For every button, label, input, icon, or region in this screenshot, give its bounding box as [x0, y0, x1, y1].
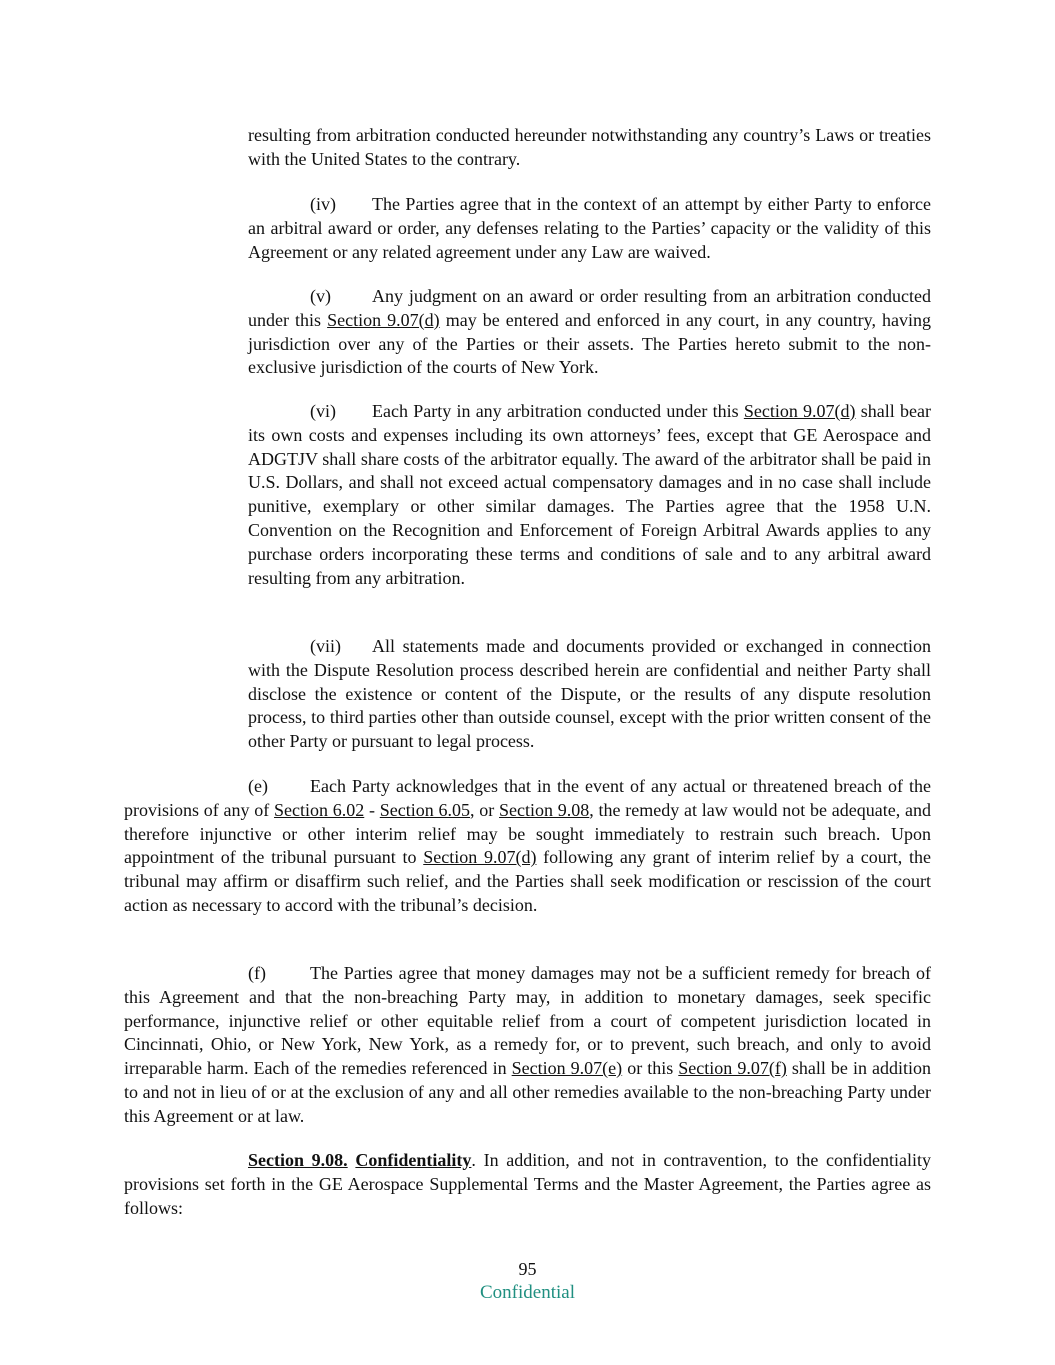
paragraph-text: , or: [470, 799, 500, 820]
section-heading: Confidentiality: [355, 1150, 472, 1170]
section-reference[interactable]: Section 9.07(d): [743, 401, 856, 421]
clause-number: (f): [248, 963, 266, 983]
section-reference[interactable]: Section 9.08: [499, 799, 590, 820]
section-reference[interactable]: Section 6.05: [379, 799, 471, 820]
paragraph-text: Each Party acknowledges that in the event of any actual or threatened breach of the provisions of any of: [124, 776, 931, 820]
section-reference[interactable]: Section 9.07(d): [423, 847, 537, 868]
paragraph-text: following any grant of interim relief by a court, the tribunal may affirm or disaffirm such relief, and the Parties shall seek modification or rescission of the court action as necessary to accord with the tribunal’s decision.: [124, 847, 931, 915]
section-number: Section 9.08.: [248, 1150, 348, 1170]
paragraph-text: , the remedy at law would not be adequate, and therefore injunctive or other interim relief may be sought immediately to restrain such breach. Upon appointment of the tribunal pursuant to: [124, 799, 931, 868]
paragraph-v: [248, 285, 931, 380]
confidential-marking: Confidential: [480, 1282, 575, 1303]
paragraph-text: or this: [622, 1058, 679, 1079]
clause-number: (iv): [310, 194, 336, 214]
paragraph-text: Each Party in any arbitration conducted under this: [372, 401, 744, 421]
paragraph-text: shall bear its own costs and expenses including its own attorneys’ fees, except that GE Aerospace and ADGTJV shall share costs of the arbitrator equally. The award of the arbitrator shall be paid in U.S. Dollars, and shall not exceed actual compensatory damages and in no case shall include punitive, exemplary or other similar damages. The Parties agree that the 1958 U.N. Convention on the Recognition and Enforcement of Foreign Arbitral Awards applies to any purchase orders incorporating these terms and conditions of sale and to any arbitral award resulting from any arbitration.: [248, 401, 932, 588]
section-9-08-paragraph: [124, 1149, 931, 1220]
section-reference[interactable]: Section 9.07(d): [327, 309, 440, 330]
paragraph-text: The Parties agree that money damages may not be a sufficient remedy for breach of this Agreement and that the non-breaching Party may, in addition to monetary damages, seek specific performance, injunctive relief or other equitable relief from a court of competent jurisdiction located in Cincinnati, Ohio, or New York, New York, as a remedy for, or to prevent, such breach, and only to avoid irreparable harm. Each of the remedies referenced in: [124, 963, 931, 1079]
paragraph-f: [124, 962, 931, 1129]
paragraph-text: The Parties agree that in the context of an attempt by either Party to enforce an arbitral award or order, any defenses relating to the Parties’ capacity or the validity of this Agreement or any related agreement under any Law are waived.: [248, 194, 931, 262]
paragraph-vii: [248, 635, 931, 754]
page-number: 95: [518, 1259, 537, 1279]
clause-number: (v): [310, 286, 331, 306]
paragraph-text: shall be in addition to and not in lieu of or at the exclusion of any and all other remedies available to the non-breaching Party under this Agreement or at law.: [124, 1058, 931, 1126]
continued-paragraph: [248, 124, 931, 172]
clause-number: (e): [248, 776, 268, 796]
paragraph-text: Any judgment on an award or order resulting from an arbitration conducted under this: [248, 286, 931, 330]
section-reference[interactable]: Section 9.07(e): [511, 1058, 623, 1079]
section-reference[interactable]: Section 9.07(f): [678, 1058, 787, 1079]
paragraph-vi: [248, 400, 931, 590]
paragraph-text: resulting from arbitration conducted hereunder notwithstanding any country’s Laws or treaties with the United States to the contrary.: [248, 125, 931, 169]
paragraph-text: . In addition, and not in contravention, to the confidentiality provisions set forth in the GE Aerospace Supplemental Terms and the Master Agreement, the Parties agree as follows:: [124, 1150, 932, 1218]
section-reference[interactable]: Section 6.02: [274, 799, 365, 820]
paragraph-e: [124, 775, 931, 918]
paragraph-text: -: [364, 799, 380, 820]
paragraph-text: may be entered and enforced in any court, in any country, having jurisdiction over any of the Parties or their assets. The Parties hereto submit to the non-exclusive jurisdiction of the courts of New York.: [248, 309, 931, 378]
clause-number: (vii): [310, 636, 341, 656]
clause-number: (vi): [310, 401, 336, 421]
paragraph-iv: [248, 193, 931, 264]
paragraph-text: All statements made and documents provided or exchanged in connection with the Dispute Resolution process described herein are confidential and neither Party shall disclose the existence or content of the Dispute, or the results of any dispute resolution process, to third parties other than outside counsel, except with the prior written consent of the other Party or pursuant to legal process.: [248, 636, 931, 752]
